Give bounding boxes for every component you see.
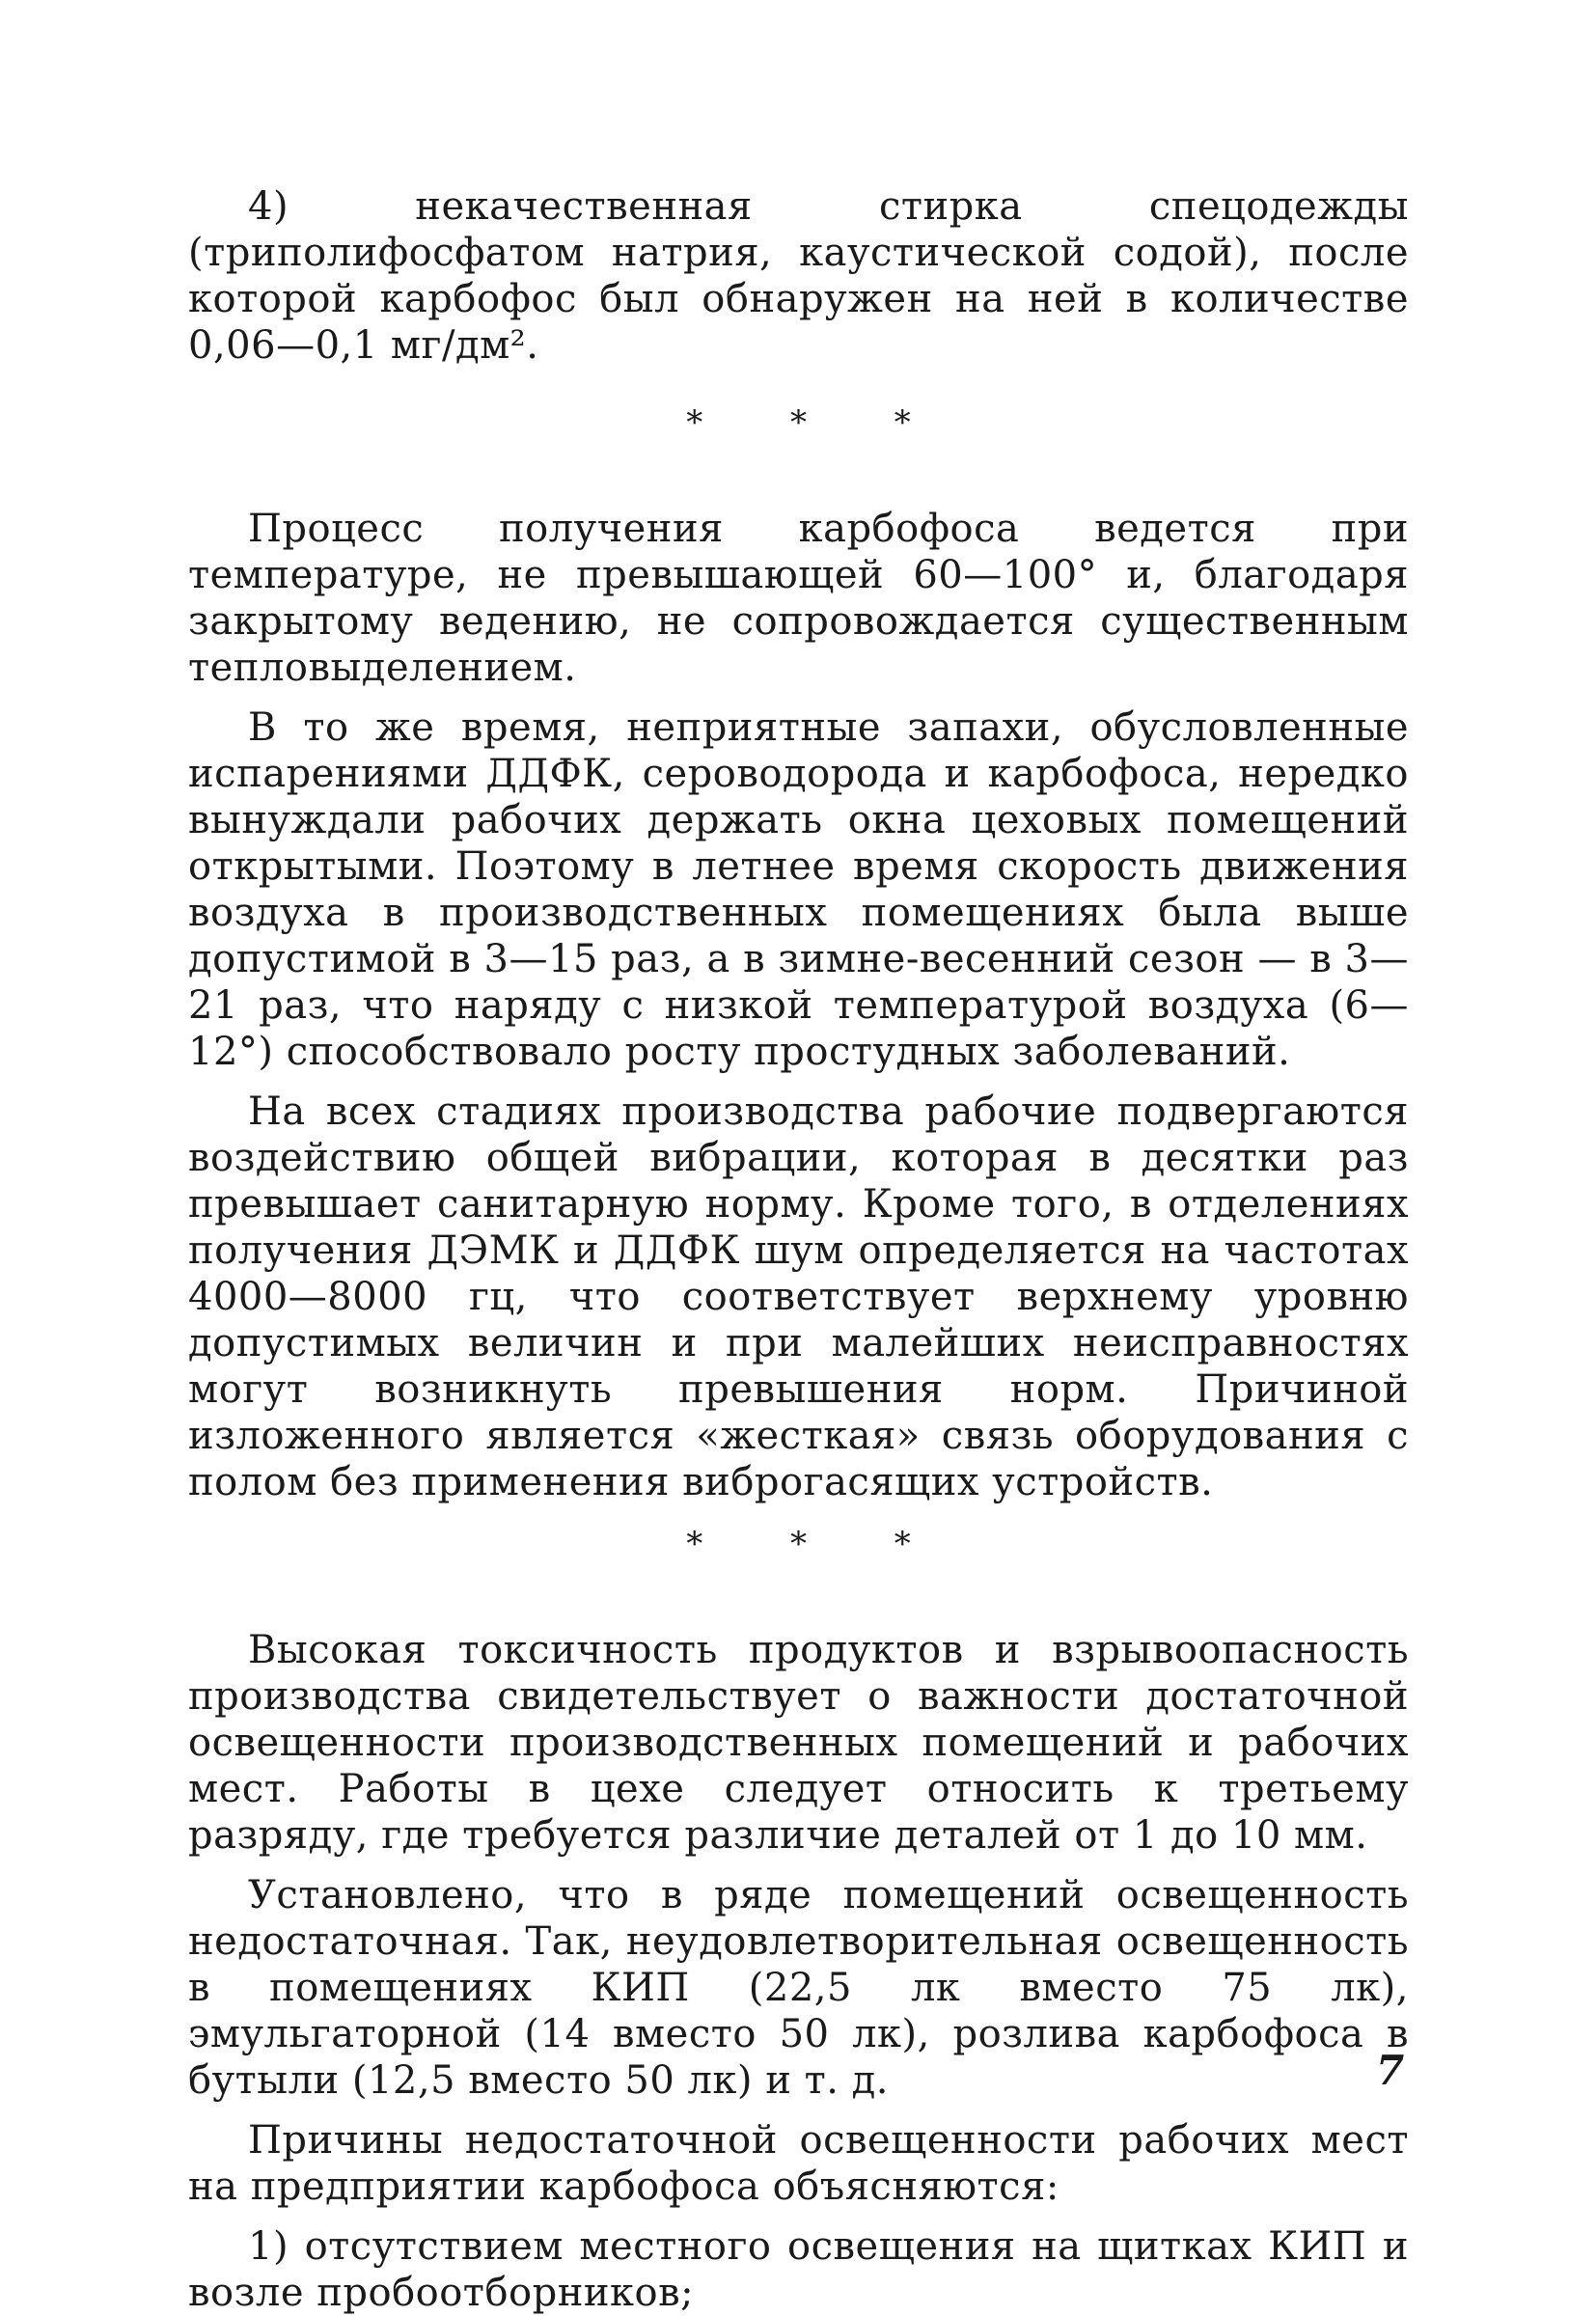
paragraph-causes: Причины недостаточной освещенности рабочих мест на предприятии карбофоса объясняются: [188, 2118, 1409, 2209]
paragraph-cause-1: 1) отсутствием местного освещения на щитках КИП и возле пробоотборников; [188, 2224, 1409, 2315]
page-body [188, 183, 1409, 2316]
paragraph-stirka: 4) некачественная стирка спецодежды (триполифосфатом натрия, каустической содой), после которой карбофос был обнаружен на ней в количестве 0,06—0,1 мг/дм². [188, 184, 1409, 368]
page-number: 7 [1376, 2047, 1405, 2094]
paragraph-process: Процесс получения карбофоса ведется при температуре, не превышающей 60—100° и, благодаря закрытому ведению, не сопровождается существенным тепловыделением. [188, 507, 1409, 690]
section-separator: * * * [686, 1525, 949, 1563]
paragraph-vibration: На всех стадиях производства рабочие подвергаются воздействию общей вибрации, которая в десятки раз превышает санитарную норму. Кроме того, в отделениях получения ДЭМК и ДДФК шум определяется на частотах 4000—8000 гц, что соответствует верхнему уровню допустимых величин и при малейших неисправностях могут возникнуть превышения норм. Причиной изложенного является «жесткая» связь оборудования с полом без применения виброгасящих устройств. [188, 1089, 1409, 1504]
paragraph-odors: В то же время, неприятные запахи, обусловленные испарениями ДДФК, сероводорода и карбофоса, нередко вынуждали рабочих держать окна цеховых помещений открытыми. Поэтому в летнее время скорость движения воздуха в производственных помещениях была выше допустимой в 3—15 раз, а в зимне-весенний сезон — в 3—21 раз, что наряду с низкой температурой воздуха (6—12°) способствовало росту простудных заболеваний. [188, 705, 1409, 1074]
section-separator: * * * [686, 403, 949, 442]
paragraph-illumination: Установлено, что в ряде помещений освещенность недостаточная. Так, неудовлетворительная освещенность в помещениях КИП (22,5 лк вместо 75 лк), эмульгаторной (14 вместо 50 лк), розлива карбофоса в бутыли (12,5 вместо 50 лк) и т. д. [188, 1873, 1409, 2103]
paragraph-toxicity: Высокая токсичность продуктов и взрывоопасность производства свидетельствует о важности достаточной освещенности производственных помещений и рабочих мест. Работы в цехе следует относить к третьему разряду, где требуется различие деталей от 1 до 10 мм. [188, 1628, 1409, 1858]
